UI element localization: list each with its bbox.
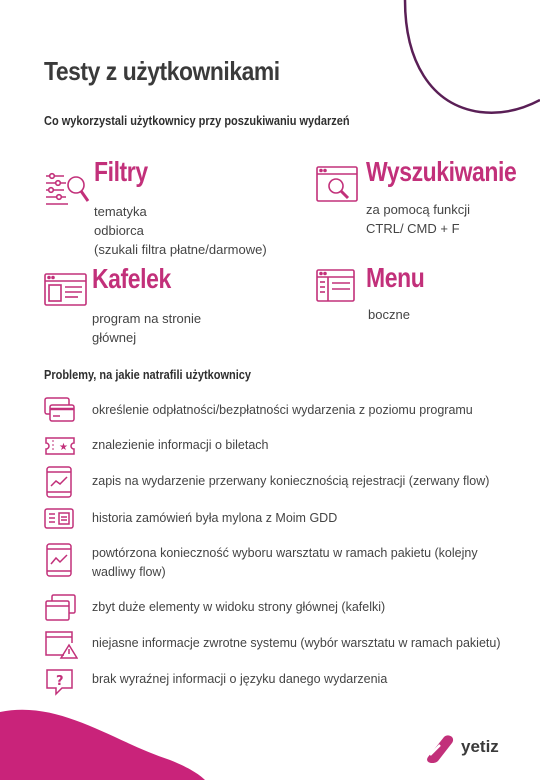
problem-text: zapis na wydarzenie przerwany koniecznością rejestracji (zerwany flow) <box>92 474 490 488</box>
page-title: Testy z użytkownikami <box>44 56 280 86</box>
feature-line: (szukali filtra płatne/darmowe) <box>94 242 267 257</box>
filter-search-icon <box>44 170 90 210</box>
svg-text:?: ? <box>56 674 64 689</box>
order-history-icon <box>44 508 76 530</box>
browser-search-icon <box>316 165 360 205</box>
feature-line: odbiorca <box>94 223 144 238</box>
section-subtitle: Co wykorzystali użytkownicy przy poszukiwaniu wydarzeń <box>44 114 350 128</box>
problem-text: określenie odpłatności/bezpłatności wydarzenia z poziomu programu <box>92 403 473 417</box>
feature-line: za pomocą funkcji <box>366 202 471 217</box>
ticket-icon <box>44 436 76 456</box>
question-bubble-icon <box>44 668 76 696</box>
browser-warning-icon <box>44 631 78 659</box>
feature-title: Filtry <box>94 156 148 187</box>
windows-stack-icon <box>44 594 76 622</box>
tablet-chart-icon <box>44 543 76 577</box>
problem-text: powtórzona konieczność wyboru warsztatu w ramach pakietu (kolejny wadliwy flow) <box>92 546 478 579</box>
brand-name: yetiz <box>461 737 499 756</box>
feature-lines <box>92 309 201 347</box>
feature-line: CTRL/ CMD + F <box>366 221 460 236</box>
feature-title: Kafelek <box>92 263 171 294</box>
problem-text: znalezienie informacji o biletach <box>92 438 269 452</box>
tablet-chart-icon <box>44 466 76 498</box>
problem-text: historia zamówień była mylona z Moim GDD <box>92 511 338 525</box>
svg-text:★: ★ <box>59 442 68 453</box>
feature-title: Menu <box>366 262 425 293</box>
yetiz-logo-icon <box>422 733 458 763</box>
problems-heading: Problemy, na jakie natrafili użytkownicy <box>44 368 252 382</box>
feature-line: program na stronie <box>92 311 202 326</box>
tile-layout-icon <box>44 272 88 308</box>
feature-line: boczne <box>368 307 410 322</box>
feature-line: tematyka <box>94 204 147 219</box>
problem-text: zbyt duże elementy w widoku strony głównej (kafelki) <box>92 600 386 614</box>
feature-lines <box>366 200 470 238</box>
problem-text: niejasne informacje zwrotne systemu (wybór warsztatu w ramach pakietu) <box>92 636 501 650</box>
feature-lines <box>94 202 267 259</box>
sidebar-layout-icon <box>316 268 356 304</box>
feature-lines <box>368 305 410 324</box>
feature-line: głównej <box>92 330 137 345</box>
feature-title: Wyszukiwanie <box>366 156 517 187</box>
problem-text: brak wyraźnej informacji o języku danego wydarzenia <box>92 672 388 686</box>
payment-cards-icon <box>44 397 76 425</box>
